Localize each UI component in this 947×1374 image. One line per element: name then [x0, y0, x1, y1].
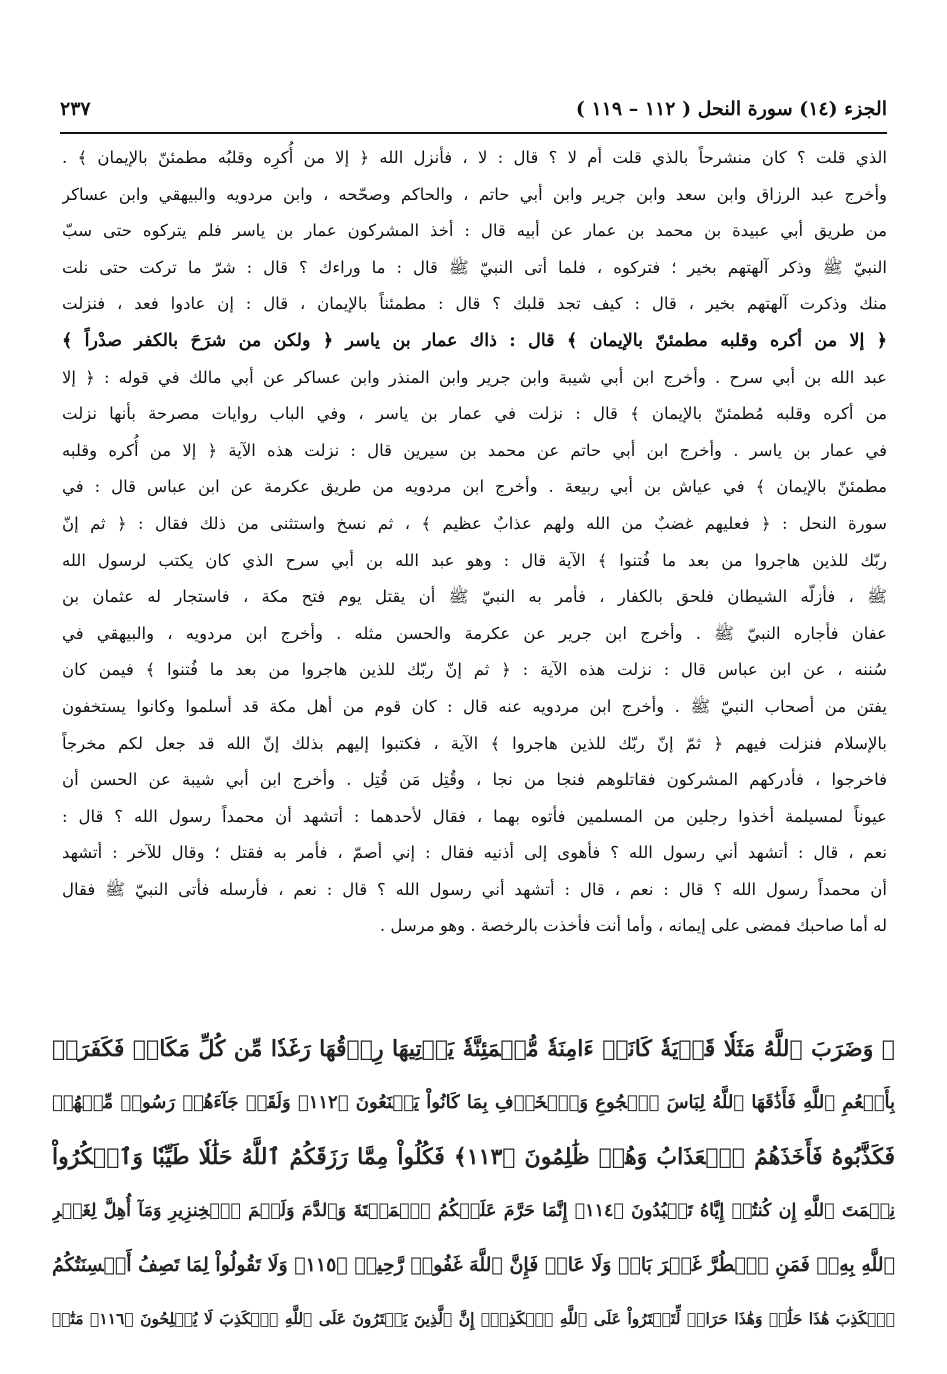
commentary-line: فاخرجوا ، فأدركهم المشركون فقاتلوهم فنجا من نجا ، وقُتِل مَن قُتِل . وأخرج ابن أبي شيبة عن الحسن أن	[62, 770, 887, 790]
verse-line: بِأَنۡعُمِ ٱللَّهِ فَأَذَٰقَهَا ٱللَّهُ لِبَاسَ ٱلۡجُوعِ وَٱلۡخَوۡفِ بِمَا كَانُواْ يَصۡنَعُونَ ﴿١١٢﴾ وَلَقَدۡ جَآءَهُمۡ رَسُولٞ مِّنۡهُمۡ	[52, 1092, 895, 1113]
running-title: الجزء (١٤) سورة النحل ( ١١٢ – ١١٩ )	[575, 98, 887, 120]
verse-line: فَكَذَّبُوهُ فَأَخَذَهُمُ ٱلۡعَذَابُ وَهُمۡ ظَٰلِمُونَ ﴿١١٣﴾ فَكُلُواْ مِمَّا رَزَقَكُمُ ٱللَّهُ حَلَٰلٗا طَيِّبٗا وَٱشۡكُرُواْ	[52, 1144, 895, 1170]
commentary-line: عفان فأجاره النبيّ ﷺ . وأخرج ابن جرير عن عكرمة والحسن مثله . وأخرج ابن مردويه ، والبيهقي في	[62, 623, 887, 643]
commentary-line: منك وذكرت آلهتهم بخير ، قال : كيف تجد قلبك ؟ قال : مطمئناً بالإيمان ، قال : إن عادوا فعد ، فنزلت	[62, 294, 887, 314]
verse-line: ﴿ وَضَرَبَ ٱللَّهُ مَثَلٗا قَرۡيَةٗ كَانَتۡ ءَامِنَةٗ مُّطۡمَئِنَّةٗ يَأۡتِيهَا رِزۡقُهَا رَغَدٗا مِّن كُلِّ مَكَانٖ فَكَفَرَتۡ	[52, 1036, 895, 1062]
commentary-line: عيوناً لمسيلمة أخذوا رجلين من المسلمين فأتوه بهما ، فقال لأحدهما : أتشهد أن محمداً رسول الله ؟ قال :	[62, 806, 887, 826]
commentary-line: ربّك للذين هاجروا من بعد ما فُتنوا ﴾ الآية قال : وهو عبد الله بن أبي سرح الذي كان يكتب لرسول الله	[62, 550, 887, 570]
commentary-line: سُننه ، عن ابن عباس قال : نزلت هذه الآية : ﴿ ثم إنّ ربّك للذين هاجروا من بعد ما فُتنوا ﴾ فيمن كان	[62, 660, 887, 680]
commentary-line: نعم ، قال : أتشهد أني رسول الله ؟ فأهوى إلى أذنيه فقال : إني أصمّ ، فأمر به فقتل ؛ وقال للآخر : أتشهد	[62, 843, 887, 863]
page-number: ٢٣٧	[60, 98, 91, 120]
commentary-text	[62, 140, 887, 945]
commentary-line: عبد الله بن أبي سرح . وأخرج ابن أبي شيبة وابن جرير وابن المنذر وابن عساكر عن أبي مالك في قوله : ﴿ إلا	[62, 367, 887, 387]
page-header	[60, 98, 887, 128]
commentary-line: أن محمداً رسول الله ؟ قال : نعم ، قال : أتشهد أني رسول الله ؟ قال : نعم ، فأرسله فأتى النبيّ ﷺ فقال	[62, 879, 887, 899]
commentary-line: في عمار بن ياسر . وأخرج ابن أبي حاتم عن محمد بن سيرين قال : نزلت هذه الآية ﴿ إلا من أُكره وقلبه	[62, 440, 887, 460]
commentary-line: النبيّ ﷺ وذكر آلهتهم بخير ؛ فتركوه ، فلما أتى النبيّ ﷺ قال : ما وراءك ؟ قال : شرّ ما تركت حتى نلت	[62, 257, 887, 277]
verse-line: ٱللَّهِ بِهِۦۖ فَمَنِ ٱضۡطُرَّ غَيۡرَ بَاغٖ وَلَا عَادٖ فَإِنَّ ٱللَّهَ غَفُورٞ رَّحِيمٞ ﴿١١٥﴾ وَلَا تَقُولُواْ لِمَا تَصِفُ أَلۡسِنَتُكُمُ	[52, 1254, 895, 1276]
commentary-line: يفتن من أصحاب النبيّ ﷺ . وأخرج ابن مردويه عنه قال : كان قوم من أهل مكة قد أسلموا وكانوا يستخفون	[62, 696, 887, 716]
verse-line: نِعۡمَتَ ٱللَّهِ إِن كُنتُمۡ إِيَّاهُ تَعۡبُدُونَ ﴿١١٤﴾ إِنَّمَا حَرَّمَ عَلَيۡكُمُ ٱلۡمَيۡتَةَ وَٱلدَّمَ وَلَحۡمَ ٱلۡخِنزِيرِ وَمَآ أُهِلَّ لِغَيۡرِ	[52, 1201, 895, 1221]
commentary-line: من أكره وقلبه مُطمئنّ بالإيمان ﴾ قال : نزلت في عمار بن ياسر ، وفي الباب روايات مصرحة بأنها نزلت	[62, 404, 887, 424]
verse-line: ٱلۡكَذِبَ هَٰذَا حَلَٰلٞ وَهَٰذَا حَرَامٞ لِّتَفۡتَرُواْ عَلَى ٱللَّهِ ٱلۡكَذِبَۚ إِنَّ ٱلَّذِينَ يَفۡتَرُونَ عَلَى ٱللَّهِ ٱلۡكَذِبَ لَا يُفۡلِحُونَ ﴿١١٦﴾ مَتَٰعٞ	[52, 1309, 895, 1328]
commentary-line: ﷺ ، فأزلّه الشيطان فلحق بالكفار ، فأمر به النبيّ ﷺ أن يقتل يوم فتح مكة ، فاستجار له عثمان بن	[62, 587, 887, 607]
commentary-line: له أما صاحبك فمضى على إيمانه ، وأما أنت فأخذت بالرخصة . وهو مرسل .	[379, 916, 887, 936]
commentary-line: وأخرج عبد الرزاق وابن سعد وابن جرير وابن أبي حاتم ، والحاكم وصحّحه ، وابن مردويه والبيهقي وابن عساكر	[62, 184, 887, 204]
header-divider	[60, 132, 887, 134]
commentary-line: مطمئنّ بالإيمان ﴾ في عياش بن أبي ربيعة . وأخرج ابن مردويه من طريق عكرمة عن ابن عباس قال : في	[62, 477, 887, 497]
commentary-line: الذي قلت ؟ كان منشرحاً بالذي قلت أم لا ؟ قال : لا ، فأنزل الله ﴿ إلا من أُكرِه وقلبُه مطمئنّ بالإيمان ﴾ .	[62, 148, 887, 167]
commentary-line: بالإسلام فنزلت فيهم ﴿ ثمّ إنّ ربّك للذين هاجروا ﴾ الآية ، فكتبوا إليهم بذلك إنّ الله قد جعل لكم مخرجاً	[62, 733, 887, 753]
commentary-line: من طريق أبي عبيدة بن محمد بن عمار عن أبيه قال : أخذ المشركون عمار بن ياسر فلم يتركوه حتى سبّ	[62, 221, 887, 241]
commentary-line: ﴿ إلا من أكره وقلبه مطمئنّ بالإيمان ﴾ قال : ذاك عمار بن ياسر ﴿ ولكن من شرَحَ بالكفر صدْراً ﴾	[62, 330, 887, 351]
quran-verses	[52, 1022, 895, 1346]
commentary-line: سورة النحل : ﴿ فعليهم غضبٌ من الله ولهم عذابٌ عظيم ﴾ ، ثم نسخ واستثنى من ذلك فقال : ﴿ ثم إنّ	[62, 513, 887, 533]
